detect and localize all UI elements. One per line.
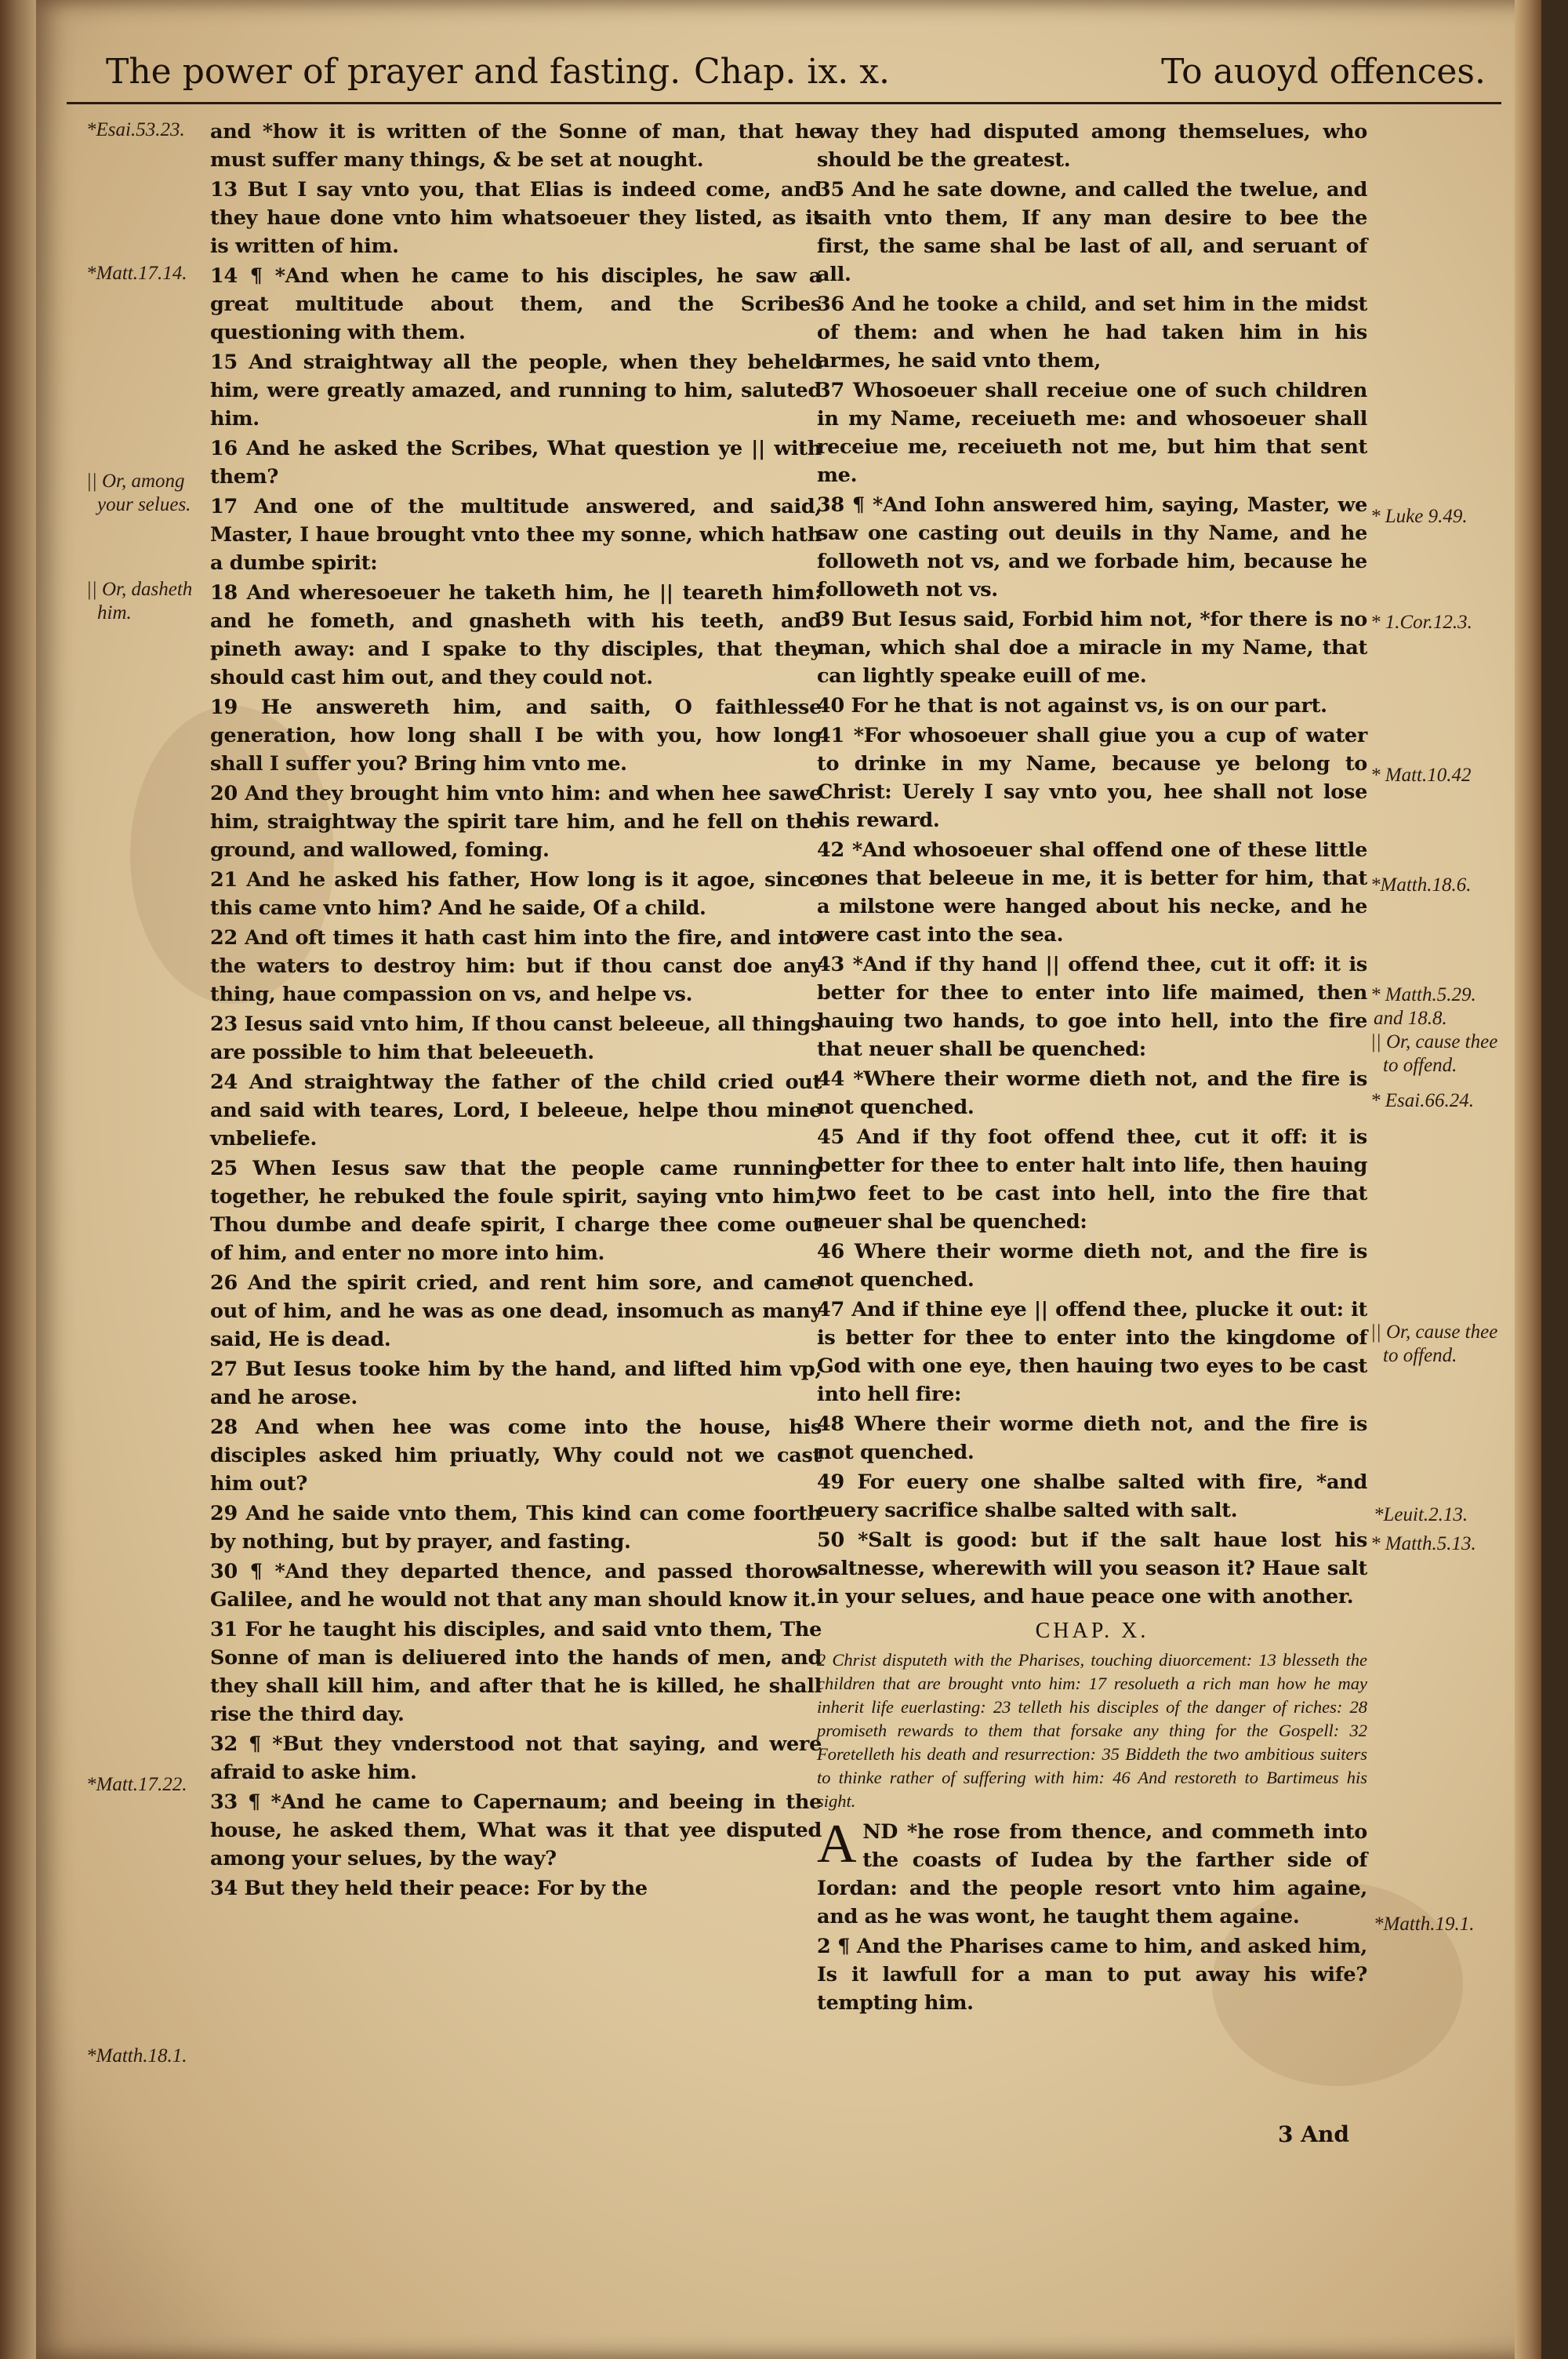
right-column bbox=[817, 118, 1367, 2019]
verse-text: 30 ¶ *And they departed thence, and passed thorow Galilee, and he would not that any man should know it. bbox=[210, 1560, 822, 1612]
drop-cap: A bbox=[817, 1814, 857, 1874]
verse-text: 19 He answereth him, and saith, O faithlesse generation, how long shall I be with you, how long shall I suffer you? Bring him vnto me. bbox=[210, 696, 822, 776]
verse-text: 42 *And whosoeuer shal offend one of these little ones that beleeue in me, it is better for him, that a milstone were hanged about his necke, and he were cast into the sea. bbox=[817, 838, 1367, 947]
verse-text: 2 ¶ And the Pharises came to him, and asked him, Is it lawfull for a man to put away his wife? tempting him. bbox=[817, 1935, 1367, 2015]
verse-text: 16 And he asked the Scribes, What question ye || with them? bbox=[210, 437, 822, 489]
verse-text: 25 When Iesus saw that the people came running together, he rebuked the foule spirit, saying vnto him, Thou dumbe and deafe spirit, I charge thee come out of him, and enter no more into him. bbox=[210, 1157, 822, 1265]
verse-text: 27 But Iesus tooke him by the hand, and lifted him vp, and he arose. bbox=[210, 1358, 822, 1409]
chapter-reference: Chap. ix. x. bbox=[694, 52, 891, 92]
verse-text: 24 And straightway the father of the child cried out and said with teares, Lord, I beleeue, helpe thou mine vnbeliefe. bbox=[210, 1070, 822, 1150]
margin-note: him. bbox=[97, 602, 132, 623]
verse-text: way they had disputed among themselues, who should be the greatest. bbox=[817, 120, 1367, 172]
catchword: 3 And bbox=[1278, 2121, 1349, 2147]
margin-note: * Luke 9.49. bbox=[1370, 506, 1468, 527]
verse-text: 40 For he that is not against vs, is on our part. bbox=[817, 694, 1327, 718]
verse-text: 14 ¶ *And when he came to his disciples, he saw a great multitude about them, and the Scribes questioning with them. bbox=[210, 264, 822, 344]
running-head-right: To auoyd offences. bbox=[1161, 52, 1486, 92]
verse-text: and *how it is written of the Sonne of man, that he must suffer many things, & be set at nought. bbox=[210, 120, 822, 172]
verse-text: 28 And when hee was come into the house, his disciples asked him priuatly, Why could not we cast him out? bbox=[210, 1416, 822, 1496]
verse-text: ND *he rose from thence, and commeth into the coasts of Iudea by the farther side of Iordan: and the people resort vnto him againe, and as he was wont, he taught them againe. bbox=[817, 1820, 1367, 1928]
verse-text: 35 And he sate downe, and called the twelue, and saith vnto them, If any man desire to bee the first, the same shal be last of all, and seruant of all. bbox=[817, 178, 1367, 286]
margin-note: || Or, among bbox=[86, 471, 185, 492]
margin-note: *Matt.17.14. bbox=[86, 263, 187, 284]
verse-text: 37 Whosoeuer shall receiue one of such children in my Name, receiueth me: and whosoeuer shall receiue me, receiueth not me, but him that sent me. bbox=[817, 379, 1367, 487]
verse-text: 15 And straightway all the people, when they beheld him, were greatly amazed, and running to him, saluted him. bbox=[210, 351, 822, 431]
margin-note: your selues. bbox=[97, 494, 191, 515]
margin-note: *Leuit.2.13. bbox=[1374, 1504, 1468, 1525]
verse-text: 13 But I say vnto you, that Elias is indeed come, and they haue done vnto him whatsoeuer they listed, as it is written of him. bbox=[210, 178, 822, 258]
margin-note: to offend. bbox=[1383, 1345, 1457, 1366]
margin-note: || Or, cause thee bbox=[1370, 1321, 1498, 1343]
margin-note: *Matth.19.1. bbox=[1374, 1914, 1475, 1935]
verse-text: 38 ¶ *And Iohn answered him, saying, Master, we saw one casting out deuils in thy Name, and he followeth not vs, and we forbade him, because he followeth not vs. bbox=[817, 493, 1367, 602]
verse-text: 47 And if thine eye || offend thee, plucke it out: it is better for thee to enter into the kingdome of God with one eye, then hauing two eyes to be cast into hell fire: bbox=[817, 1298, 1367, 1406]
margin-note: || Or, cause thee bbox=[1370, 1031, 1498, 1052]
verse-text: 22 And oft times it hath cast him into the fire, and into the waters to destroy him: but if thou canst doe any thing, haue compassion on vs, and helpe vs. bbox=[210, 926, 822, 1006]
margin-note: * Matt.10.42 bbox=[1370, 765, 1472, 786]
verse-text: 44 *Where their worme dieth not, and the fire is not quenched. bbox=[817, 1067, 1367, 1119]
margin-note: and 18.8. bbox=[1374, 1008, 1447, 1029]
margin-note: * 1.Cor.12.3. bbox=[1370, 612, 1472, 633]
verse-text: 36 And he tooke a child, and set him in the midst of them: and when he had taken him in his armes, he said vnto them, bbox=[817, 293, 1367, 373]
running-head bbox=[67, 47, 1501, 104]
margin-note: * Matth.5.13. bbox=[1370, 1533, 1476, 1554]
verse-text: 34 But they held their peace: For by the bbox=[210, 1877, 648, 1900]
margin-note: *Esai.53.23. bbox=[86, 119, 185, 140]
verse-text: 23 Iesus said vnto him, If thou canst beleeue, all things are possible to him that beleeueth. bbox=[210, 1012, 822, 1064]
verse-text: 41 *For whosoeuer shall giue you a cup of water to drinke in my Name, because ye belong to Christ: Uerely I say vnto you, hee shall not lose his reward. bbox=[817, 724, 1367, 832]
verse-text: 49 For euery one shalbe salted with fire, *and euery sacrifice shalbe salted with salt. bbox=[817, 1470, 1367, 1522]
margin-note: * Matth.5.29. bbox=[1370, 984, 1476, 1005]
verse-text: 39 But Iesus said, Forbid him not, *for there is no man, which shal doe a miracle in my Name, that can lightly speake euill of me. bbox=[817, 608, 1367, 688]
verse-text: 17 And one of the multitude answered, and said, Master, I haue brought vnto thee my sonne, which hath a dumbe spirit: bbox=[210, 495, 822, 575]
margin-note: *Matth.18.6. bbox=[1370, 874, 1472, 896]
margin-note: *Matt.17.22. bbox=[86, 1774, 187, 1795]
verse-text: 48 Where their worme dieth not, and the fire is not quenched. bbox=[817, 1412, 1367, 1464]
left-column bbox=[210, 118, 822, 1904]
verse-text: 29 And he saide vnto them, This kind can come foorth by nothing, but by prayer, and fasting. bbox=[210, 1502, 822, 1554]
verse-text: 26 And the spirit cried, and rent him sore, and came out of him, and he was as one dead, insomuch as many said, He is dead. bbox=[210, 1271, 822, 1351]
chapter-first-verse bbox=[817, 1814, 1367, 1931]
verse-text: 43 *And if thy hand || offend thee, cut it off: it is better for thee to enter into life maimed, then hauing two hands, to goe into hell, into the fire that neuer shall be quenched: bbox=[817, 953, 1367, 1061]
verse-text: 21 And he asked his father, How long is it agoe, since this came vnto him? And he saide, Of a child. bbox=[210, 868, 822, 920]
verse-text: 45 And if thy foot offend thee, cut it off: it is better for thee to enter halt into life, then hauing two feet to be cast into hell, into the fire that neuer shal be quenched: bbox=[817, 1125, 1367, 1234]
verse-text: 20 And they brought him vnto him: and when hee sawe him, straightway the spirit tare him, and he fell on the ground, and wallowed, foming. bbox=[210, 782, 822, 862]
verse-text: 31 For he taught his disciples, and said vnto them, The Sonne of man is deliuered into the hands of men, and they shall kill him, and after that he is killed, he shall rise the third day. bbox=[210, 1618, 822, 1726]
verse-text: 46 Where their worme dieth not, and the fire is not quenched. bbox=[817, 1240, 1367, 1292]
margin-note: to offend. bbox=[1383, 1055, 1457, 1076]
verse-text: 33 ¶ *And he came to Capernaum; and beeing in the house, he asked them, What was it that yee disputed among your selues, by the way? bbox=[210, 1790, 822, 1870]
margin-note: * Esai.66.24. bbox=[1370, 1090, 1474, 1111]
margin-note: *Matth.18.1. bbox=[86, 2045, 187, 2066]
page-edge bbox=[1515, 0, 1541, 2359]
verse-text: 50 *Salt is good: but if the salt haue lost his saltnesse, wherewith will you season it? Haue salt in your selues, and haue peace one with another. bbox=[817, 1528, 1367, 1608]
chapter-heading: CHAP. X. bbox=[1035, 1619, 1149, 1643]
running-head-left: The power of prayer and fasting. bbox=[106, 52, 681, 92]
book-spine bbox=[0, 0, 36, 2359]
margin-note: || Or, dasheth bbox=[86, 579, 193, 600]
verse-text: 32 ¶ *But they vnderstood not that saying, and were afraid to aske him. bbox=[210, 1732, 822, 1784]
verse-text: 18 And wheresoeuer he taketh him, he || teareth him: and he fometh, and gnasheth with his teeth, and pineth away: and I spake to thy disciples, that they should cast him out, and they could not. bbox=[210, 581, 822, 689]
chapter-summary: 2 Christ disputeth with the Pharises, touching diuorcement: 13 blesseth the children that are brought vnto him: 17 resolueth a rich man how he may inherit life euerlasting: 23 telleth his disciples of the danger of riches: 28 promiseth rewards to them that forsake any thing for the Gospell: 32 Foretelleth his death and resurrection: 35 Biddeth the two ambitious suiters to thinke rather of suffering with him: 46 And restoreth to Bartimeus his sight. bbox=[817, 1650, 1367, 1811]
